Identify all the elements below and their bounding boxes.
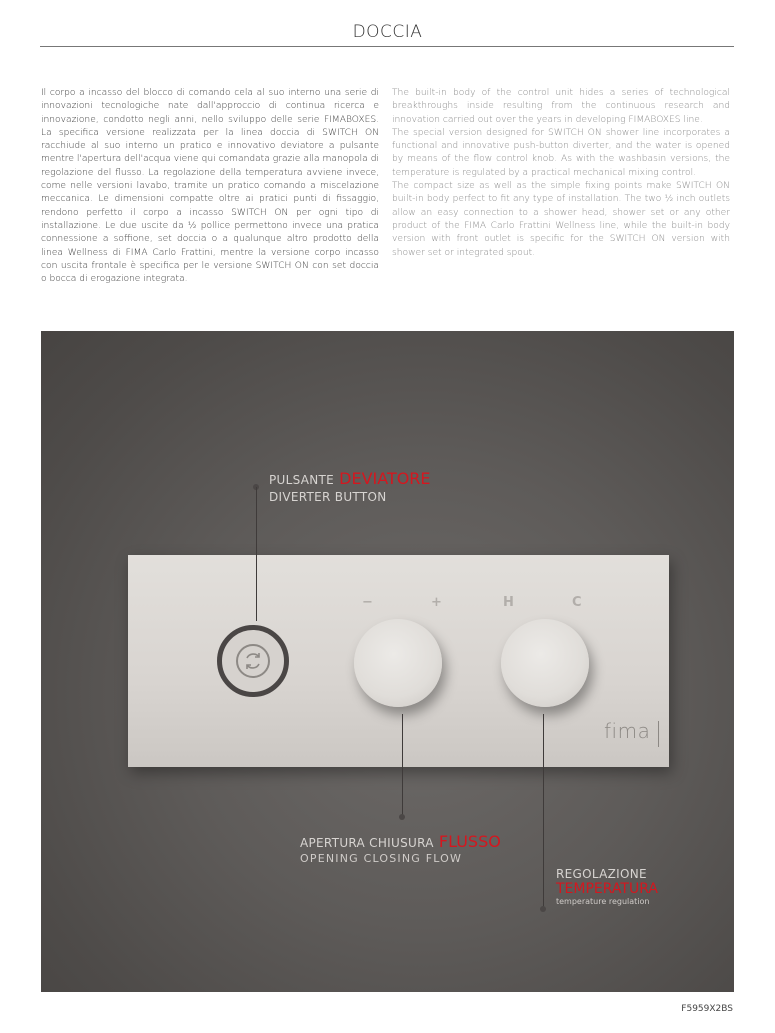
- product-photo: [41, 331, 734, 992]
- italian-text-column: [41, 87, 379, 286]
- flow-plus-label: +: [431, 595, 442, 610]
- temperature-label-highlight: TEMPERATURA: [556, 881, 658, 897]
- temperature-label-sub: temperature regulation: [556, 897, 650, 906]
- diverter-button: [217, 625, 289, 697]
- temperature-callout-line: [543, 714, 544, 908]
- brand-logo-bar: [658, 721, 659, 747]
- control-plate: [128, 555, 669, 767]
- diverter-label-highlight: DEVIATORE: [339, 469, 431, 488]
- brand-logo: fima: [604, 719, 651, 743]
- diverter-callout: [269, 469, 431, 504]
- flow-knob: [354, 619, 442, 707]
- english-paragraph-3: The compact size as well as the simple fixing points make SWITCH ON built-in body perfect to fit any type of installation. The two ½ inch outlets allow an easy connection to a shower head, shower set or any other product of the FIMA Carlo Frattini Wellness line, while the built-in body version with front outlet is specific for the SWITCH ON version with shower set or integrated spout.: [392, 181, 730, 258]
- temperature-cold-label: C: [572, 595, 582, 610]
- flow-label-sub: OPENING CLOSING FLOW: [300, 852, 463, 865]
- english-paragraph-1: The built-in body of the control unit hides a series of technological breakthroughs inside resulting from the continuous research and innovation carried out over the years in developing FIMABOXES line.: [392, 88, 730, 125]
- diverter-callout-line: [256, 487, 257, 621]
- temperature-callout: [556, 867, 658, 906]
- product-code: F5959X2BS: [681, 1004, 733, 1014]
- flow-minus-label: −: [362, 595, 373, 610]
- temperature-label-line1: REGOLAZIONE: [556, 867, 647, 881]
- flow-callout-dot: [399, 814, 405, 820]
- flow-label-highlight: FLUSSO: [438, 832, 501, 851]
- page-title: DOCCIA: [352, 22, 423, 42]
- diverter-label-prefix: PULSANTE: [269, 473, 335, 487]
- english-text-column: [392, 87, 730, 260]
- flow-label-prefix: APERTURA CHIUSURA: [300, 836, 434, 850]
- english-paragraph-2: The special version designed for SWITCH ON shower line incorporates a functional and innovative push-button diverter, and the water is opened by means of the flow control knob. As with the washbasin versions, the temperature is regulated by a practical mechanical mixing control.: [392, 127, 730, 178]
- rotate-arrows-icon: [241, 649, 265, 673]
- diverter-label-sub: DIVERTER BUTTON: [269, 490, 387, 504]
- temperature-callout-dot: [540, 906, 546, 912]
- flow-callout: [300, 832, 501, 865]
- italian-paragraph: Il corpo a incasso del blocco di comando cela al suo interno una serie di innovazioni tecnologiche nate dall'approccio di continua ricerca e innovazione, condotto negli anni, nello sviluppo delle serie FIMABOXES. La specifica versione realizzata per la linea doccia di SWITCH ON racchiude al suo interno un pratico e innovativo deviatore a pulsante mentre l'apertura dell'acqua viene qui comandata grazie alla manopola di regolazione del flusso. La regolazione della temperatura avviene invece, come nelle versioni lavabo, tramite un pratico comando a miscelazione meccanica. Le dimensioni compatte oltre ai pratici punti di fissaggio, rendono perfetto il corpo a incasso SWITCH ON per ogni tipo di installazione. Le due uscite da ½ pollice permettono invece una pratica connessione a soffione, set doccia o a qualunque altro prodotto della linea Wellness di FIMA Carlo Frattini, mentre la versione corpo incasso con uscita frontale è specifica per le versione SWITCH ON con set doccia o bocca di erogazione integrata.: [41, 88, 379, 285]
- temperature-hot-label: H: [503, 595, 514, 610]
- title-divider: [40, 46, 734, 47]
- flow-callout-line: [402, 714, 403, 816]
- temperature-knob: [501, 619, 589, 707]
